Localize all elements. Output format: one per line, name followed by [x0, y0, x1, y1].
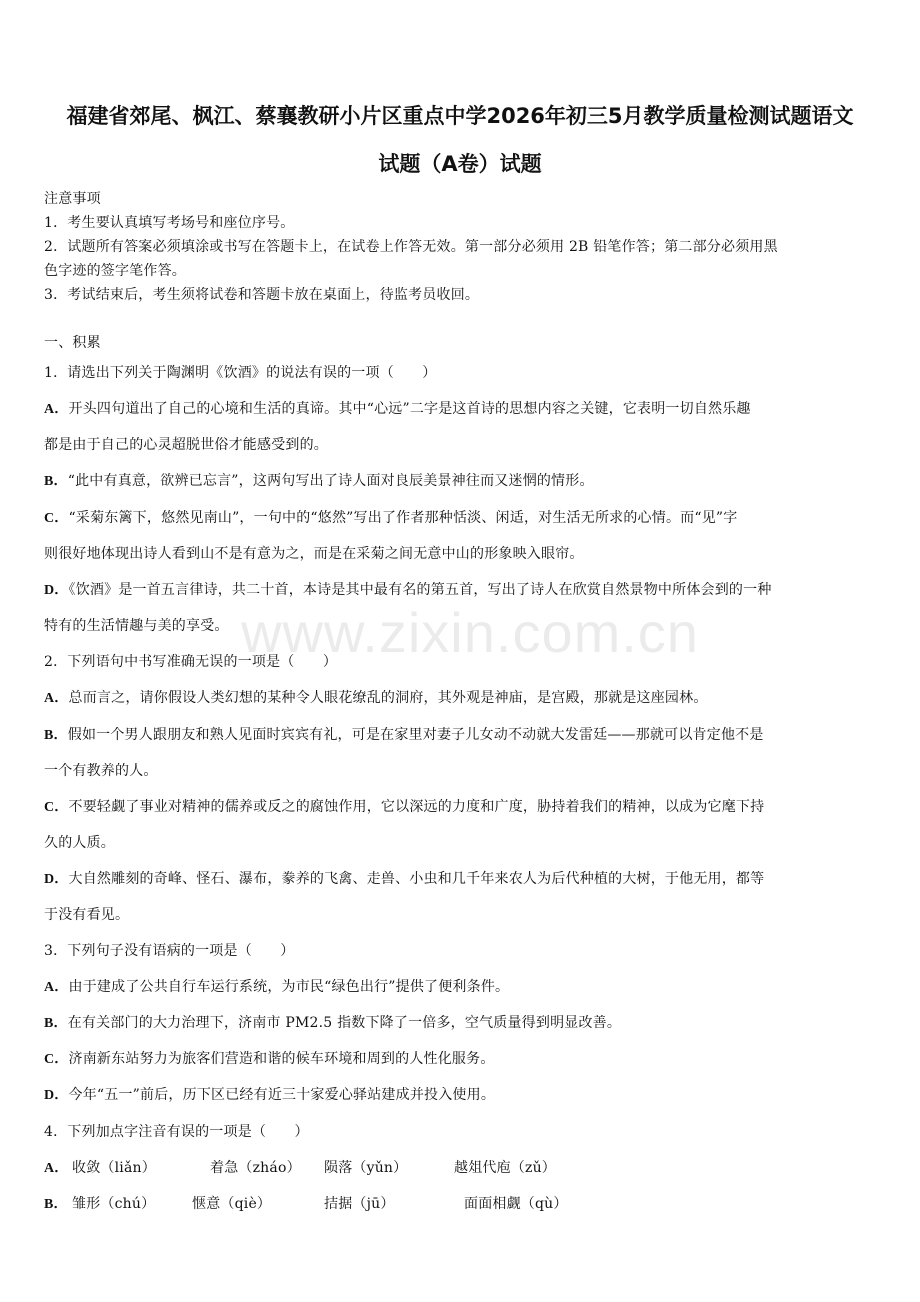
pinyin-item: 惬意（qiè） — [192, 1196, 272, 1212]
option-letter: D． — [44, 872, 69, 887]
option-text: 久的人质。 — [44, 835, 115, 851]
option-text: 特有的生活情趣与美的享受。 — [44, 618, 229, 634]
option-text: 不要轻觑了事业对精神的儒养或反之的腐蚀作用，它以深远的力度和广度，胁持着我们的精神，以成为它麾下持 — [68, 799, 765, 815]
question-1-option-d-cont — [44, 615, 884, 635]
question-1-option-c — [44, 507, 884, 527]
exam-title-line2: 试题（A卷）试题 — [378, 152, 542, 176]
pinyin-item: 着急（zháo） — [210, 1160, 301, 1176]
option-letter: A． — [44, 691, 69, 706]
question-3-stem: 3．下列句子没有语病的一项是（ ） — [44, 943, 295, 959]
section-heading: 一、积累 — [44, 335, 101, 351]
question-1-option-a-cont — [44, 434, 884, 454]
option-text: 在有关部门的大力治理下，济南市 PM2.5 指数下降了一倍多，空气质量得到明显改善。 — [67, 1015, 622, 1031]
option-text: 开头四句道出了自己的心境和生活的真谛。其中“心远”二字是这首诗的思想内容之关键，它表明一切自然乐趣 — [68, 401, 751, 417]
question-1-option-c-cont — [44, 543, 884, 563]
question-1-option-d — [44, 579, 884, 599]
option-letter: B． — [44, 1197, 68, 1212]
pinyin-item: 越俎代庖（zǔ） — [454, 1160, 556, 1176]
pinyin-item: 收敛（liǎn） — [72, 1160, 156, 1176]
question-3-option-d — [44, 1084, 884, 1104]
question-3-option-c — [44, 1048, 884, 1068]
option-letter: C． — [44, 511, 69, 526]
question-1-option-a — [44, 398, 884, 418]
notice-item: 色字迹的签字笔作答。 — [44, 263, 186, 279]
option-letter: A． — [44, 402, 69, 417]
option-letter: D． — [44, 1088, 69, 1103]
question-2-option-b — [44, 724, 884, 744]
option-text: 济南新东站努力为旅客们营造和谐的候车环境和周到的人性化服务。 — [68, 1051, 495, 1067]
pinyin-item: 陨落（yǔn） — [324, 1160, 408, 1176]
question-4-stem: 4．下列加点字注音有误的一项是（ ） — [44, 1124, 309, 1140]
notice-item: 2．试题所有答案必须填涂或书写在答题卡上，在试卷上作答无效。第一部分必须用 2B 铅笔作答；第二部分必须用黑 — [44, 239, 778, 255]
question-2-stem: 2．下列语句中书写准确无误的一项是（ ） — [44, 654, 338, 670]
question-2-option-d — [44, 868, 884, 888]
question-1-option-b — [44, 470, 884, 490]
option-letter: A． — [44, 1161, 69, 1176]
option-text: 则很好地体现出诗人看到山不是有意为之，而是在采菊之间无意中山的形象映入眼帘。 — [44, 546, 584, 562]
option-text: 假如一个男人跟朋友和熟人见面时宾宾有礼，可是在家里对妻子儿女动不动就大发雷廷——那就可以肯定他不是 — [67, 727, 764, 743]
option-letter: A． — [44, 980, 69, 995]
option-letter: C． — [44, 1052, 69, 1067]
question-3-option-a — [44, 976, 884, 996]
option-text: 由于建成了公共自行车运行系统，为市民“绿色出行”提供了便利条件。 — [68, 979, 510, 995]
option-text: 总而言之，请你假设人类幻想的某种令人眼花缭乱的洞府，其外观是神庙，是宫殿，那就是这座园林。 — [68, 690, 708, 706]
notice-heading: 注意事项 — [44, 191, 101, 207]
question-1-stem: 1．请选出下列关于陶渊明《饮酒》的说法有误的一项（ ） — [44, 365, 437, 381]
exam-title-line1: 福建省郊尾、枫江、蔡襄教研小片区重点中学2026年初三5月教学质量检测试题语文 — [66, 104, 854, 128]
option-text: “采菊东篱下，悠然见南山”，一句中的“悠然”写出了作者那种恬淡、闲适，对生活无所求的心情。而“见”字 — [68, 510, 738, 526]
option-letter: B． — [44, 1016, 68, 1031]
option-text: 都是由于自己的心灵超脱世俗才能感受到的。 — [44, 437, 328, 453]
pinyin-item: 拮据（jū） — [324, 1196, 395, 1212]
notice-item: 1．考生要认真填写考场号和座位序号。 — [44, 215, 295, 231]
question-2-option-c — [44, 796, 884, 816]
option-letter: B． — [44, 728, 68, 743]
option-text: 今年“五一”前后，历下区已经有近三十家爱心驿站建成并投入使用。 — [68, 1087, 496, 1103]
pinyin-item: 面面相觑（qù） — [464, 1196, 568, 1212]
notice-item: 3．考试结束后，考生须将试卷和答题卡放在桌面上，待监考员收回。 — [44, 287, 480, 303]
option-text: 《饮酒》是一首五言律诗，共二十首，本诗是其中最有名的第五首，写出了诗人在欣赏自然景物中所体会到的一种 — [68, 582, 772, 598]
question-2-option-c-cont — [44, 832, 884, 852]
question-2-option-b-cont — [44, 760, 884, 780]
option-text: 大自然雕刻的奇峰、怪石、瀑布，豢养的飞禽、走兽、小虫和几千年来农人为后代种植的大树，于他无用，都等 — [68, 871, 765, 887]
question-2-option-d-cont — [44, 904, 884, 924]
watermark: www.zixin.com.cn — [241, 601, 699, 664]
question-4-option-b — [44, 1193, 884, 1213]
option-text: 于没有看见。 — [44, 907, 130, 923]
pinyin-item: 雏形（chú） — [72, 1196, 156, 1212]
option-letter: B． — [44, 474, 68, 489]
question-2-option-a — [44, 687, 884, 707]
option-letter: C． — [44, 800, 69, 815]
option-letter: D． — [44, 583, 69, 598]
option-text: 一个有教养的人。 — [44, 763, 158, 779]
question-3-option-b — [44, 1012, 884, 1032]
question-4-option-a — [44, 1157, 884, 1177]
option-text: “此中有真意，欲辨已忘言”，这两句写出了诗人面对良辰美景神往而又迷惘的情形。 — [67, 473, 594, 489]
